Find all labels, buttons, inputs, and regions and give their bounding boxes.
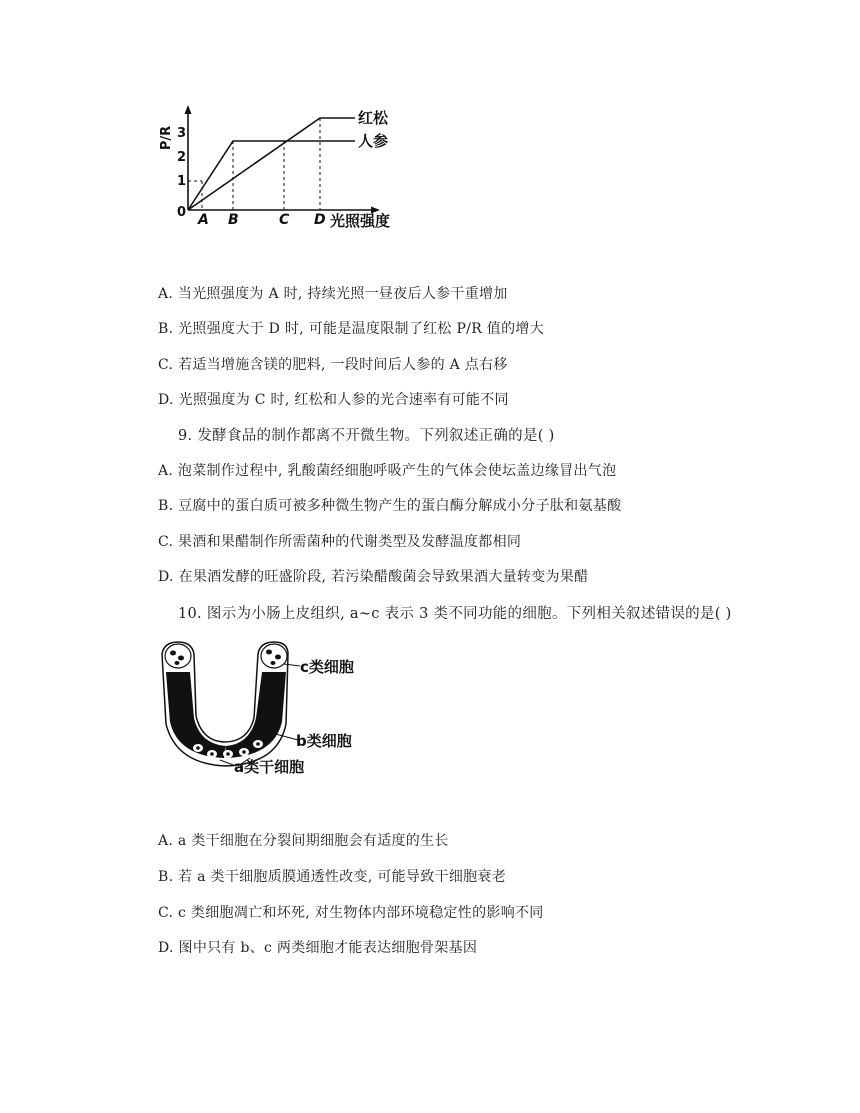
- a-stem-nucleus: [242, 750, 246, 754]
- intestine-epithelium-figure: [150, 636, 370, 786]
- c-nucleus: [178, 656, 184, 661]
- a-stem-nucleus: [210, 752, 214, 756]
- y-tick-1: 1: [177, 174, 187, 189]
- q10-option-d: D. 图中只有 b、c 两类细胞才能表达细胞骨架基因: [158, 940, 478, 956]
- a-stem-nucleus: [256, 742, 260, 746]
- c-nucleus: [266, 650, 272, 655]
- x-axis-label: 光照强度: [330, 212, 391, 230]
- series-line-hongsong: [188, 118, 355, 210]
- q10-option-a: A. a 类干细胞在分裂间期细胞会有适度的生长: [158, 833, 449, 849]
- q8-option-a: A. 当光照强度为 A 时, 持续光照一昼夜后人参干重增加: [158, 286, 508, 302]
- q9-stem: 9. 发酵食品的制作都离不开微生物。下列叙述正确的是( ): [178, 428, 555, 444]
- c-nucleus: [170, 651, 176, 656]
- y-axis-arrow: [185, 105, 192, 114]
- x-point-b: B: [228, 212, 239, 228]
- q9-option-b: B. 豆腐中的蛋白质可被多种微生物产生的蛋白酶分解成小分子肽和氨基酸: [158, 498, 622, 514]
- series-label-renshen: 人参: [358, 132, 389, 150]
- y-tick-2: 2: [177, 150, 187, 165]
- a-stem-nucleus: [226, 752, 230, 756]
- y-axis-label: P/R: [159, 125, 174, 151]
- label-b-cells: b类细胞: [296, 732, 352, 750]
- q9-option-c: C. 果酒和果醋制作所需菌种的代谢类型及发酵温度都相同: [158, 534, 522, 550]
- q8-option-d: D. 光照强度为 C 时, 红松和人参的光合速率有可能不同: [158, 392, 509, 408]
- c-nucleus: [275, 655, 281, 660]
- x-point-d: D: [314, 212, 326, 228]
- y-tick-0: 0: [177, 205, 187, 220]
- y-tick-3: 3: [177, 126, 187, 141]
- label-c-cells: c类细胞: [300, 658, 354, 676]
- series-label-hongsong: 红松: [358, 109, 389, 127]
- label-a-stem-cells: a类干细胞: [234, 758, 305, 776]
- q9-option-a: A. 泡菜制作过程中, 乳酸菌经细胞呼吸产生的气体会使坛盖边缘冒出气泡: [158, 463, 617, 479]
- q10-option-c: C. c 类细胞凋亡和坏死, 对生物体内部环境稳定性的影响不同: [158, 905, 544, 921]
- q8-option-c: C. 若适当增施含镁的肥料, 一段时间后人参的 A 点右移: [158, 357, 508, 373]
- q9-option-d: D. 在果酒发酵的旺盛阶段, 若污染醋酸菌会导致果酒大量转变为果醋: [158, 569, 589, 585]
- q10-option-b: B. 若 a 类干细胞质膜通透性改变, 可能导致干细胞衰老: [158, 869, 507, 885]
- x-point-c: C: [279, 212, 290, 228]
- pr-light-chart: [150, 100, 410, 235]
- c-nucleus: [175, 661, 180, 665]
- q8-option-b: B. 光照强度大于 D 时, 可能是温度限制了红松 P/R 值的增大: [158, 321, 544, 337]
- x-point-a: A: [198, 212, 209, 228]
- c-nucleus: [271, 661, 276, 665]
- a-stem-nucleus: [196, 746, 200, 750]
- q10-stem: 10. 图示为小肠上皮组织, a~c 表示 3 类不同功能的细胞。下列相关叙述错误的是( ): [178, 606, 732, 622]
